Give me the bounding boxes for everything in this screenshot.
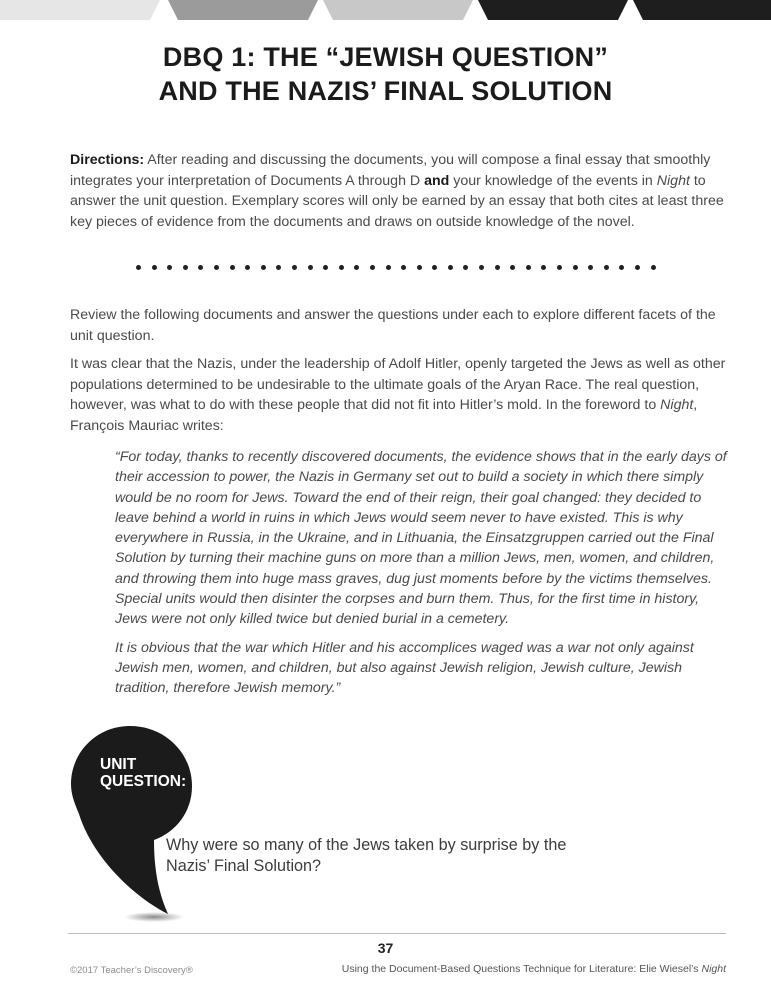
unit-question-text: Why were so many of the Jews taken by surprise by the Nazis’ Final Solution?: [166, 836, 567, 875]
tab-segment-3: [323, 0, 473, 20]
divider-dot: [417, 265, 422, 270]
divider-dot: [152, 265, 157, 270]
quote-paragraph-1: “For today, thanks to recently discovered documents, the evidence shows that in the early days of their accession to power, the Nazis in Germany set out to build a society in which there simply would be no room for Jews. Toward the end of their reign, their goal changed: they decided to leave behind a world in ruins in which Jews would seem never to have existed. This is why everywhere in Russia, in the Ukraine, and in Lithuania, the Einsatzgruppen carried out the Final Solution by turning their machine guns on more than a million Jews, men, women, and children, and throwing them into huge mass graves, dug just moments before by the victims themselves. Special units would then disinter the corpses and burn them. Thus, for the first time in history, Jews were not only killed twice but denied burial in a cemetery.: [115, 449, 727, 628]
intro-paragraph-2-end: , François Mauriac writes:: [70, 397, 698, 434]
directions-text-2: your knowledge of the events in: [449, 172, 657, 189]
dotted-divider: [136, 262, 656, 272]
unit-question-graphic: [70, 720, 210, 935]
footer-book-title: Night: [701, 963, 726, 975]
tab-segment-1: [0, 0, 160, 20]
tab-segment-5: [633, 0, 771, 20]
divider-dot: [308, 265, 313, 270]
divider-dot: [230, 265, 235, 270]
divider-dot: [635, 265, 640, 270]
divider-dot: [479, 265, 484, 270]
directions-night: Night: [656, 172, 690, 189]
divider-dot: [354, 265, 359, 270]
book-title-footer: [342, 963, 726, 975]
divider-dot: [292, 265, 297, 270]
footer-book-prefix: Using the Document-Based Questions Technique for Literature: Elie Wiesel’s: [341, 963, 702, 975]
unit-question-label: [100, 756, 210, 790]
page-title: [0, 40, 771, 108]
divider-dot: [386, 265, 391, 270]
divider-dot: [183, 265, 188, 270]
divider-dot: [588, 265, 593, 270]
directions-lead: Directions:: [70, 152, 145, 168]
page-number: 37: [377, 940, 394, 956]
divider-dot: [541, 265, 546, 270]
divider-dot: [198, 265, 203, 270]
divider-dot: [526, 265, 531, 270]
divider-dot: [448, 265, 453, 270]
divider-dot: [214, 265, 219, 270]
divider-dot: [573, 265, 578, 270]
speech-mark-shape: [71, 726, 192, 914]
divider-dot: [557, 265, 562, 270]
tab-segment-4: [478, 0, 628, 20]
divider-dot: [245, 265, 250, 270]
divider-dot: [136, 265, 141, 270]
divider-dot: [323, 265, 328, 270]
divider-dot: [510, 265, 515, 270]
divider-dot: [339, 265, 344, 270]
intro-paragraph-2-text: It was clear that the Nazis, under the leadership of Adolf Hitler, openly targeted the Jews as well as other populations determined to be undesirable to the ultimate goals of the Aryan Race. The real question, however, was what to do with these people that did not fit into Hitler’s mold. In the foreword to: [70, 356, 726, 413]
intro-section: [70, 305, 730, 444]
divider-dot: [432, 265, 437, 270]
tail-shadow: [124, 912, 184, 922]
intro-night: Night: [660, 397, 694, 413]
divider-dot: [401, 265, 406, 270]
divider-dot: [651, 265, 656, 270]
mauriac-quote: [115, 447, 730, 707]
directions-text-1: After reading and discussing the documents, you will compose a final essay that smoothly integrates your interpretation of Documents A through D: [70, 152, 711, 189]
divider-dot: [463, 265, 468, 270]
directions-text-3: to answer the unit question. Exemplary scores will only be earned by an essay that both cites at least three key pieces of evidence from the documents and draws on outside knowledge of the novel.: [70, 172, 724, 230]
unit-label-line-1: UNIT: [100, 756, 137, 773]
divider-dot: [619, 265, 624, 270]
unit-label-line-2: QUESTION:: [100, 773, 187, 790]
intro-paragraph-2: [70, 354, 730, 436]
quote-paragraph-2: It is obvious that the war which Hitler and his accomplices waged was a war not only against Jewish men, women, and children, but also against Jewish religion, Jewish culture, Jewish tradition, therefore Jewish memory.”: [115, 639, 694, 697]
tab-segment-2: [168, 0, 318, 20]
title-line-2: AND THE NAZIS’ FINAL SOLUTION: [158, 76, 613, 106]
directions-paragraph: [70, 150, 730, 232]
divider-dot: [604, 265, 609, 270]
divider-dot: [495, 265, 500, 270]
divider-dot: [261, 265, 266, 270]
intro-paragraph-1: Review the following documents and answer the questions under each to explore different facets of the unit question.: [70, 307, 716, 344]
directions-and: and: [424, 172, 450, 189]
divider-dot: [276, 265, 281, 270]
divider-dot: [167, 265, 172, 270]
divider-dot: [370, 265, 375, 270]
footer-rule: [68, 933, 726, 934]
copyright: ©2017 Teacher’s Discovery®: [70, 965, 193, 976]
top-tab-bar: [0, 0, 771, 22]
title-line-1: DBQ 1: THE “JEWISH QUESTION”: [162, 42, 609, 72]
